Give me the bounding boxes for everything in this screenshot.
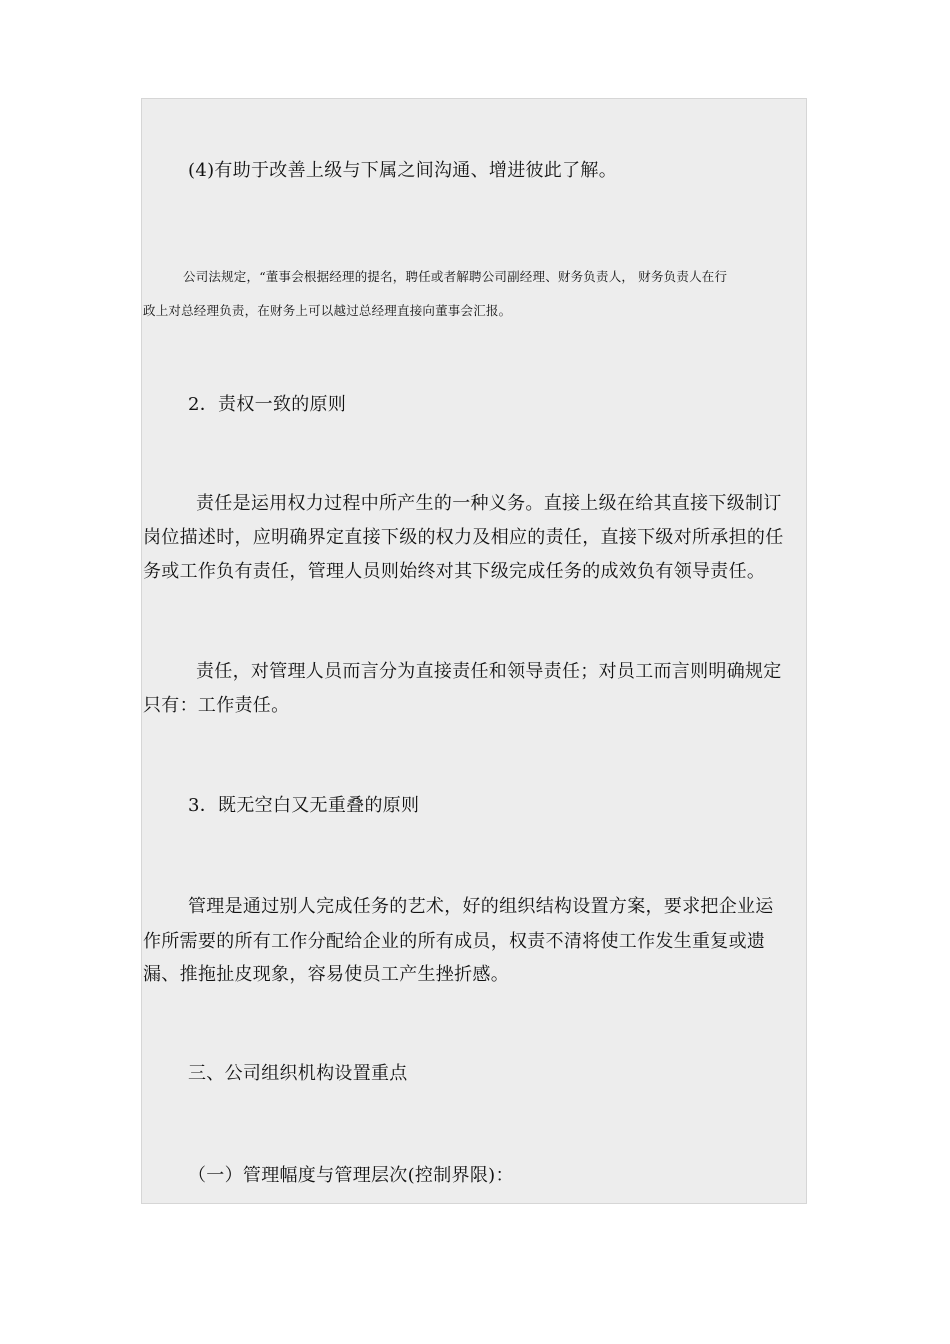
paragraph-management-line-2: 作所需要的所有工作分配给企业的所有成员，权责不清将使工作发生重复或遗 (143, 931, 766, 952)
paragraph-management-line-1: 管理是通过别人完成任务的艺术，好的组织结构设置方案，要求把企业运 (188, 896, 774, 917)
paragraph-point-4: (4)有助于改善上级与下属之间沟通、增进彼此了解。 (188, 160, 617, 181)
paragraph-management-line-3: 漏、推拖扯皮现象，容易使员工产生挫折感。 (143, 964, 509, 985)
paragraph-company-law-line-2: 政上对总经理负责，在财务上可以越过总经理直接向董事会汇报。 (143, 303, 512, 318)
paragraph-company-law-line-1: 公司法规定，“董事会根据经理的提名，聘任或者解聘公司副经理、财务负责人， 财务负责人在行 (183, 269, 728, 284)
paragraph-responsibility-line-1: 责任是运用权力过程中所产生的一种义务。直接上级在给其直接下级制订 (196, 493, 782, 514)
paragraph-responsibility-line-3: 务或工作负有责任，管理人员则始终对其下级完成任务的成效负有领导责任。 (143, 561, 766, 582)
subsection-heading-1: （一）管理幅度与管理层次(控制界限)： (188, 1165, 514, 1186)
heading-principle-3: 3．既无空白又无重叠的原则 (188, 795, 420, 816)
paragraph-responsibility-line-2: 岗位描述时，应明确界定直接下级的权力及相应的责任，直接下级对所承担的任 (143, 527, 784, 548)
paragraph-duty-line-1: 责任，对管理人员而言分为直接责任和领导责任；对员工而言则明确规定 (196, 661, 782, 682)
section-heading-3: 三、公司组织机构设置重点 (188, 1063, 408, 1084)
paragraph-duty-line-2: 只有：工作责任。 (143, 695, 290, 716)
heading-principle-2: 2．责权一致的原则 (188, 394, 347, 415)
